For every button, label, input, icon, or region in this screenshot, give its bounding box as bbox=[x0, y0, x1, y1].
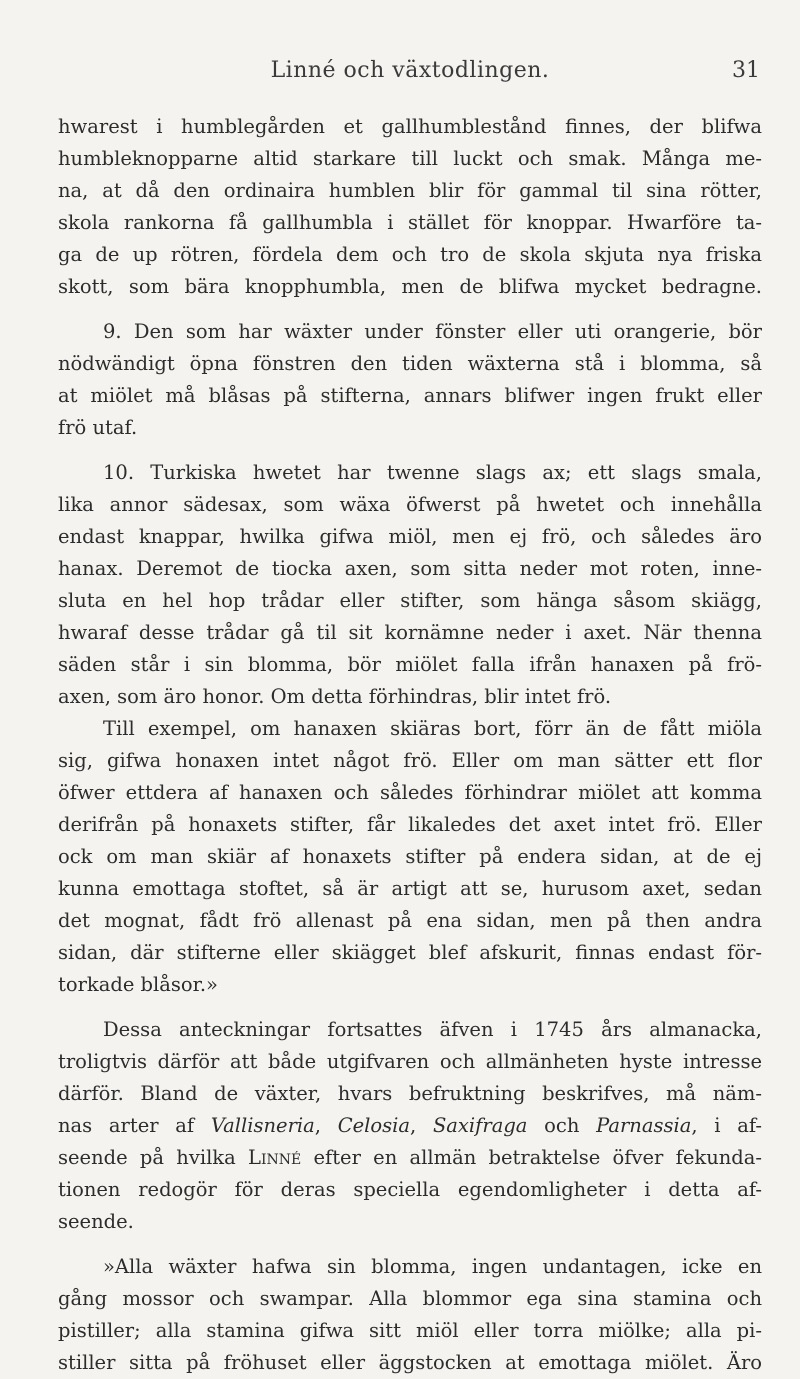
text-line: hwaraf desse trådar gå til sit kornämne neder i axet. När thenna bbox=[58, 621, 762, 644]
text-line: hanax. Deremot de tiocka axen, som sitta neder mot roten, inne- bbox=[58, 557, 762, 580]
body-text bbox=[58, 111, 762, 1379]
text-line: tionen redogör för deras speciella egendomligheter i detta af- bbox=[58, 1178, 762, 1201]
text-line: säden står i sin blomma, bör miölet falla ifrån hanaxen på frö- bbox=[58, 653, 762, 676]
running-title: Linné och växtodlingen. bbox=[270, 58, 550, 83]
text-line bbox=[58, 1142, 762, 1174]
paragraph-1 bbox=[58, 111, 762, 303]
paragraph-commentary bbox=[58, 1014, 762, 1238]
page-number: 31 bbox=[732, 58, 760, 83]
text-line: na, at då den ordinaira humblen blir för gammal til sina rötter, bbox=[58, 179, 762, 202]
text-line: nödwändigt öpna fönstren den tiden wäxterna stå i blomma, så bbox=[58, 352, 762, 375]
text-run: seende på hvilka bbox=[58, 1146, 236, 1169]
paragraph-quote bbox=[58, 1251, 762, 1379]
text-line: sluta en hel hop trådar eller stifter, som hänga såsom skiägg, bbox=[58, 589, 762, 612]
text-line: derifrån på honaxets stifter, får likaledes det axet intet frö. Eller bbox=[58, 813, 762, 836]
text-line: Till exempel, om hanaxen skiäras bort, förr än de fått miöla bbox=[103, 717, 762, 740]
text-line: det mognat, fådt frö allenast på ena sidan, men på then andra bbox=[58, 909, 762, 932]
text-line: därför. Bland de växter, hvars befruktning beskrifves, må näm- bbox=[58, 1082, 762, 1105]
text-line: 10. Turkiska hwetet har twenne slags ax; ett slags smala, bbox=[103, 461, 762, 484]
text-line: lika annor sädesax, som wäxa öfwerst på hwetet och innehålla bbox=[58, 493, 762, 516]
text-run: nas arter af bbox=[58, 1114, 195, 1137]
text-line: seende. bbox=[58, 1210, 134, 1233]
paragraph-10 bbox=[58, 457, 762, 1001]
text-line: kunna emottaga stoftet, så är artigt att se, hurusom axet, sedan bbox=[58, 877, 762, 900]
genus-name: Parnassia bbox=[596, 1114, 692, 1137]
text-line: troligtvis därför att både utgifvaren och allmänheten hyste intresse bbox=[58, 1050, 762, 1073]
text-line: 9. Den som har wäxter under fönster eller uti orangerie, bör bbox=[103, 320, 762, 343]
text-line: torkade blåsor.» bbox=[58, 973, 218, 996]
person-name: Linné bbox=[248, 1146, 302, 1169]
text-run: efter en allmän betraktelse öfver fekunda- bbox=[301, 1146, 763, 1169]
text-line: skott, som bära knopphumbla, men de blifwa mycket bedragne. bbox=[58, 275, 762, 298]
text-line: Dessa anteckningar fortsattes äfven i 1745 års almanacka, bbox=[103, 1018, 762, 1041]
text-run: , bbox=[410, 1114, 433, 1137]
text-run: , i af- bbox=[691, 1114, 762, 1137]
text-line bbox=[58, 1110, 762, 1142]
text-line: endast knappar, hwilka gifwa miöl, men ej frö, och således äro bbox=[58, 525, 762, 548]
text-line: gång mossor och swampar. Alla blommor ega sina stamina och bbox=[58, 1287, 762, 1310]
text-line: hwarest i humblegården et gallhumblestånd finnes, der blifwa bbox=[58, 115, 762, 138]
text-run: , bbox=[314, 1114, 338, 1137]
text-line: at miölet må blåsas på stifterna, annars blifwer ingen frukt eller bbox=[58, 384, 762, 407]
text-line: »Alla wäxter hafwa sin blomma, ingen undantagen, icke en bbox=[103, 1255, 762, 1278]
text-line: humbleknopparne altid starkare till luckt och smak. Många me- bbox=[58, 147, 762, 170]
text-line: ock om man skiär af honaxets stifter på endera sidan, at de ej bbox=[58, 845, 762, 868]
text-line: axen, som äro honor. Om detta förhindras, blir intet frö. bbox=[58, 685, 612, 708]
page-header bbox=[60, 58, 760, 88]
genus-name: Celosia bbox=[337, 1114, 411, 1137]
text-line: sig, gifwa honaxen intet något frö. Eller om man sätter ett flor bbox=[58, 749, 762, 772]
text-line: sidan, där stifterne eller skiägget blef afskurit, finnas endast för- bbox=[58, 941, 762, 964]
genus-name: Vallisneria bbox=[210, 1114, 315, 1137]
text-line: pistiller; alla stamina gifwa sitt miöl eller torra miölke; alla pi- bbox=[58, 1319, 762, 1342]
text-line: frö utaf. bbox=[58, 416, 138, 439]
paragraph-9 bbox=[58, 316, 762, 444]
text-line: skola rankorna få gallhumbla i stället för knoppar. Hwarföre ta- bbox=[58, 211, 762, 234]
text-run: och bbox=[527, 1114, 597, 1137]
text-line: ga de up rötren, fördela dem och tro de skola skjuta nya friska bbox=[58, 243, 762, 266]
genus-name: Saxifraga bbox=[432, 1114, 528, 1137]
text-line: öfwer ettdera af hanaxen och således förhindrar miölet att komma bbox=[58, 781, 762, 804]
text-line: stiller sitta på fröhuset eller äggstocken at emottaga miölet. Äro bbox=[58, 1351, 762, 1374]
